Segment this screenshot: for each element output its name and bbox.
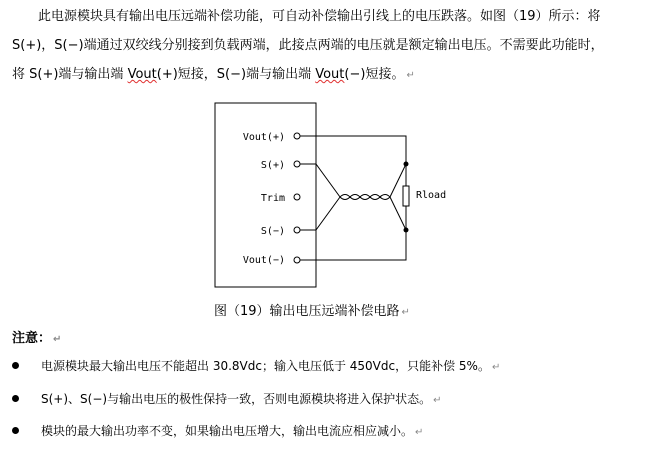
junction-dot-bottom bbox=[404, 228, 409, 233]
junction-dot-top bbox=[404, 162, 409, 167]
twisted-pair-wire-a bbox=[340, 195, 390, 198]
paragraph-mark: ↵ bbox=[53, 334, 62, 345]
bullet-icon bbox=[12, 362, 19, 369]
twisted-pair-wire-b bbox=[340, 197, 390, 200]
intro-line-3-part-c: (−)短接。 bbox=[344, 67, 405, 82]
paragraph-mark: ↵ bbox=[491, 362, 501, 373]
intro-line-3-part-a: 将 S(+)端与输出端 bbox=[12, 67, 128, 82]
notes-title bbox=[12, 327, 61, 346]
pin-label-s-plus: S(+) bbox=[260, 160, 285, 171]
figure-caption-text: 图（19）输出电压远端补偿电路 bbox=[214, 304, 400, 319]
intro-line-2: S(+)，S(−)端通过双绞线分别接到负载两端，此接点两端的电压就是额定输出电压。不需要此功能时， bbox=[12, 38, 604, 53]
pin-label-trim: Trim bbox=[260, 193, 285, 204]
note-item bbox=[12, 357, 500, 374]
pin-label-vout-minus: Vout(−) bbox=[242, 255, 285, 266]
note-item-text: 电源模块最大输出电压不能超出 30.8Vdc；输入电压低于 450Vdc，只能补偿 5%。 bbox=[41, 359, 490, 373]
intro-line-3-part-b: (+)短接，S(−)端与输出端 bbox=[156, 67, 316, 82]
note-item-text: S(+)、S(−)与输出电压的极性保持一致，否则电源模块将进入保护状态。 bbox=[41, 392, 432, 406]
terminal-s-minus bbox=[294, 227, 300, 233]
terminal-s-plus bbox=[294, 161, 300, 167]
bullet-icon bbox=[12, 395, 19, 402]
note-item bbox=[12, 422, 423, 439]
paragraph-mark: ↵ bbox=[406, 70, 415, 81]
wire-s-plus bbox=[300, 164, 340, 197]
terminal-vout-minus bbox=[294, 257, 300, 263]
load-label: Rload bbox=[416, 190, 447, 201]
terminal-trim bbox=[294, 194, 300, 200]
vout-term-1: Vout bbox=[127, 67, 157, 82]
bullet-icon bbox=[12, 427, 19, 434]
paragraph-mark: ↵ bbox=[401, 307, 410, 318]
load-resistor bbox=[403, 186, 409, 206]
note-item bbox=[12, 390, 441, 407]
pin-label-vout-plus: Vout(+) bbox=[242, 132, 285, 143]
vout-term-2: Vout bbox=[315, 67, 345, 82]
note-item-text: 模块的最大输出功率不变，如果输出电压增大，输出电流应相应减小。 bbox=[41, 424, 414, 438]
pin-label-s-minus: S(−) bbox=[260, 226, 285, 237]
figure-caption bbox=[214, 300, 410, 319]
notes-title-text: 注意： bbox=[12, 331, 52, 346]
terminal-vout-plus bbox=[294, 133, 300, 139]
intro-line-1: 此电源模块具有输出电压远端补偿功能，可自动补偿输出引线上的电压跌落。如图（19）所示：将 bbox=[38, 9, 601, 24]
wire-s-minus bbox=[300, 197, 340, 230]
paragraph-mark: ↵ bbox=[433, 395, 442, 406]
paragraph-mark: ↵ bbox=[415, 427, 424, 438]
